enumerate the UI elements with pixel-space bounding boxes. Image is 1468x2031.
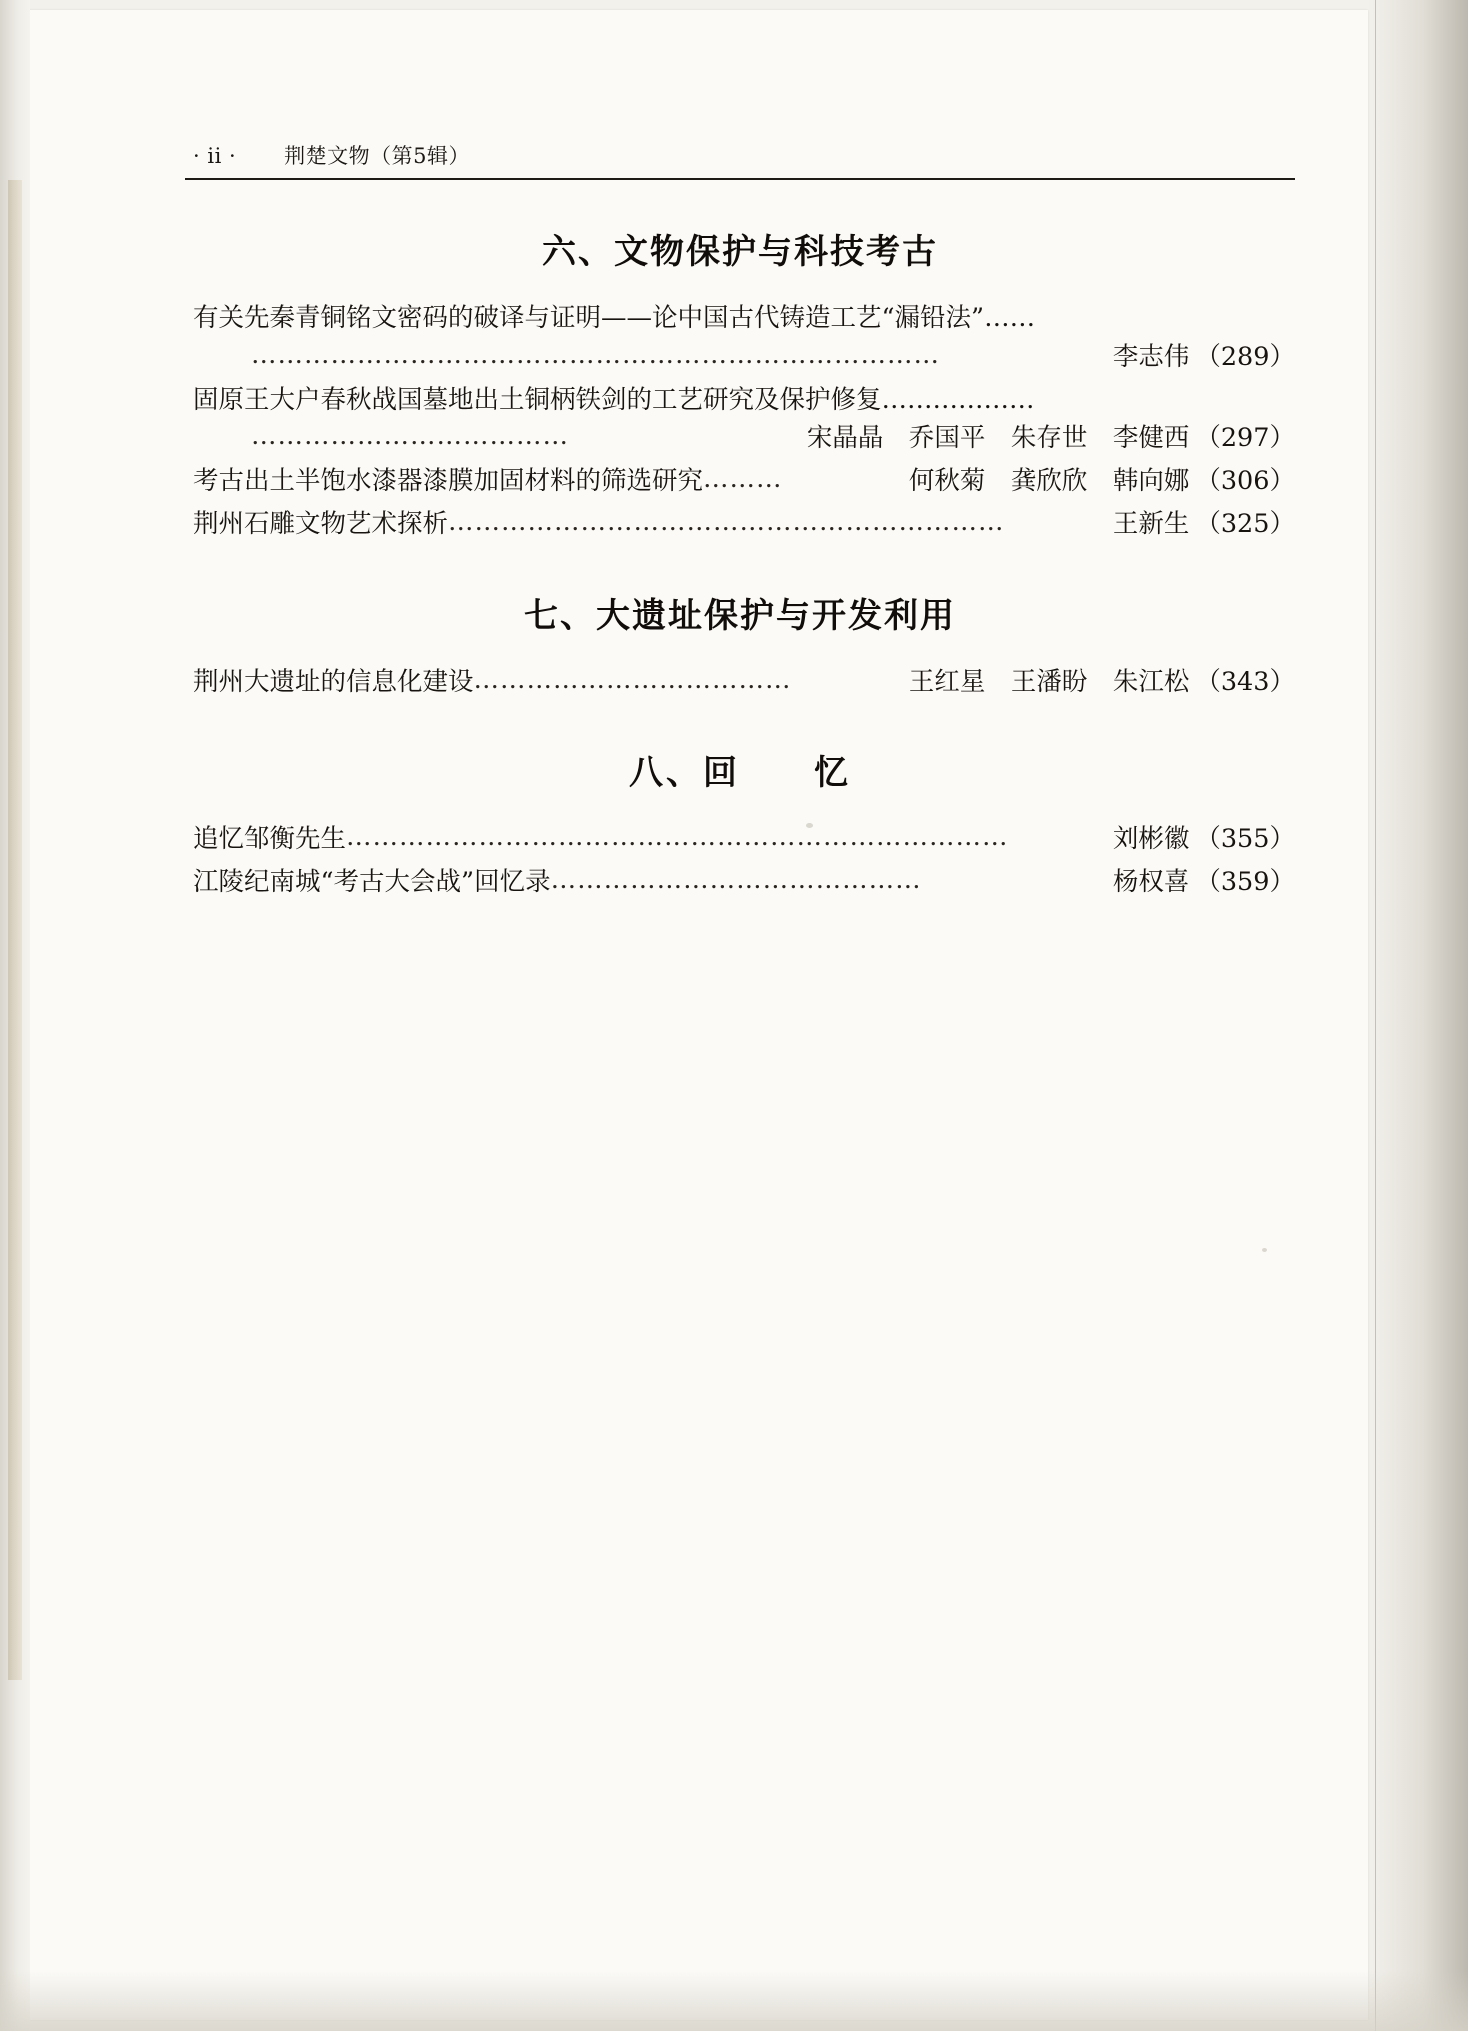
toc-entry-title: 荆州石雕文物艺术探析 xyxy=(193,508,449,539)
header-rule xyxy=(185,178,1295,180)
toc-entry-title: 固原王大户春秋战国墓地出土铜柄铁剑的工艺研究及保护修复……………… xyxy=(193,384,1035,415)
book-gutter-shadow xyxy=(1368,0,1468,2031)
toc-entry-page: （343） xyxy=(1195,666,1295,697)
toc-entry[interactable] xyxy=(185,381,1295,459)
dot-leader: …………………………………… xyxy=(550,865,922,895)
toc-entry-line xyxy=(193,663,1295,702)
toc-entry-page: （325） xyxy=(1195,508,1295,539)
toc-entry-line xyxy=(193,505,1295,544)
bottom-page-shadow xyxy=(0,1971,1468,2031)
folio-number: · ii · xyxy=(193,144,237,168)
toc-entry-tail xyxy=(193,338,1295,377)
toc-entry-page: （359） xyxy=(1195,867,1295,897)
left-edge-strip xyxy=(8,180,22,1680)
toc-entry-authors: 刘彬徽 xyxy=(1112,824,1190,855)
scan-speck xyxy=(1262,1248,1267,1252)
toc-entry[interactable] xyxy=(185,863,1295,902)
toc-entry-authors: 王新生 xyxy=(1112,508,1190,539)
toc-entry[interactable] xyxy=(185,505,1295,544)
toc-entry-page: （297） xyxy=(1195,423,1295,454)
dot-leader: ……………………………… xyxy=(473,664,792,695)
dot-leader: …………………………………………………………………… xyxy=(251,339,940,370)
toc-entry[interactable] xyxy=(185,299,1295,377)
toc-entry-title: 考古出土半饱水漆器漆膜加固材料的筛选研究 xyxy=(193,466,704,496)
toc-entry-title: 有关先秦青铜铭文密码的破译与证明——论中国古代铸造工艺“漏铅法”…… xyxy=(193,303,1036,333)
section-heading-7: 七、大遗址保护与开发利用 xyxy=(524,595,956,636)
toc-entry[interactable] xyxy=(185,820,1295,859)
dot-leader: ……… xyxy=(703,464,783,494)
toc-entry-line xyxy=(193,820,1295,859)
toc-entry-authors: 王红星 王潘盼 朱江松 xyxy=(908,666,1190,697)
section-heading-6: 六、文物保护与科技考古 xyxy=(542,232,938,272)
dot-leader: ……………………………… xyxy=(251,421,569,452)
toc-entry-authors: 杨权喜 xyxy=(1112,867,1190,897)
toc-entry-line xyxy=(193,462,1295,501)
running-head xyxy=(185,140,1295,170)
toc-entry[interactable] xyxy=(185,462,1295,501)
gutter-fold-line xyxy=(1375,0,1376,2031)
toc-entry-tail xyxy=(193,419,1295,458)
table-of-contents-page xyxy=(185,140,1295,906)
toc-entry-page: （289） xyxy=(1195,341,1295,372)
toc-entry-page: （355） xyxy=(1195,824,1295,855)
toc-entry-page: （306） xyxy=(1195,466,1295,496)
toc-entry-title: 江陵纪南城“考古大会战”回忆录 xyxy=(193,867,551,897)
section-heading-8: 八、回 忆 xyxy=(629,753,851,794)
toc-entry-title: 荆州大遗址的信息化建设 xyxy=(193,666,474,697)
toc-entry[interactable] xyxy=(185,663,1295,702)
toc-entry-authors: 李志伟 xyxy=(1112,341,1190,372)
toc-entry-authors: 宋晶晶 乔国平 朱存世 李健西 xyxy=(806,423,1190,454)
dot-leader: ………………………………………………………………… xyxy=(346,822,1009,853)
toc-entry-authors: 何秋菊 龚欣欣 韩向娜 xyxy=(908,466,1190,496)
toc-entry-line xyxy=(193,863,1295,902)
dot-leader: ……………………………………………………… xyxy=(448,506,1005,537)
toc-entry-title: 追忆邹衡先生 xyxy=(193,824,347,855)
running-title: 荆楚文物（第5辑） xyxy=(284,144,471,168)
